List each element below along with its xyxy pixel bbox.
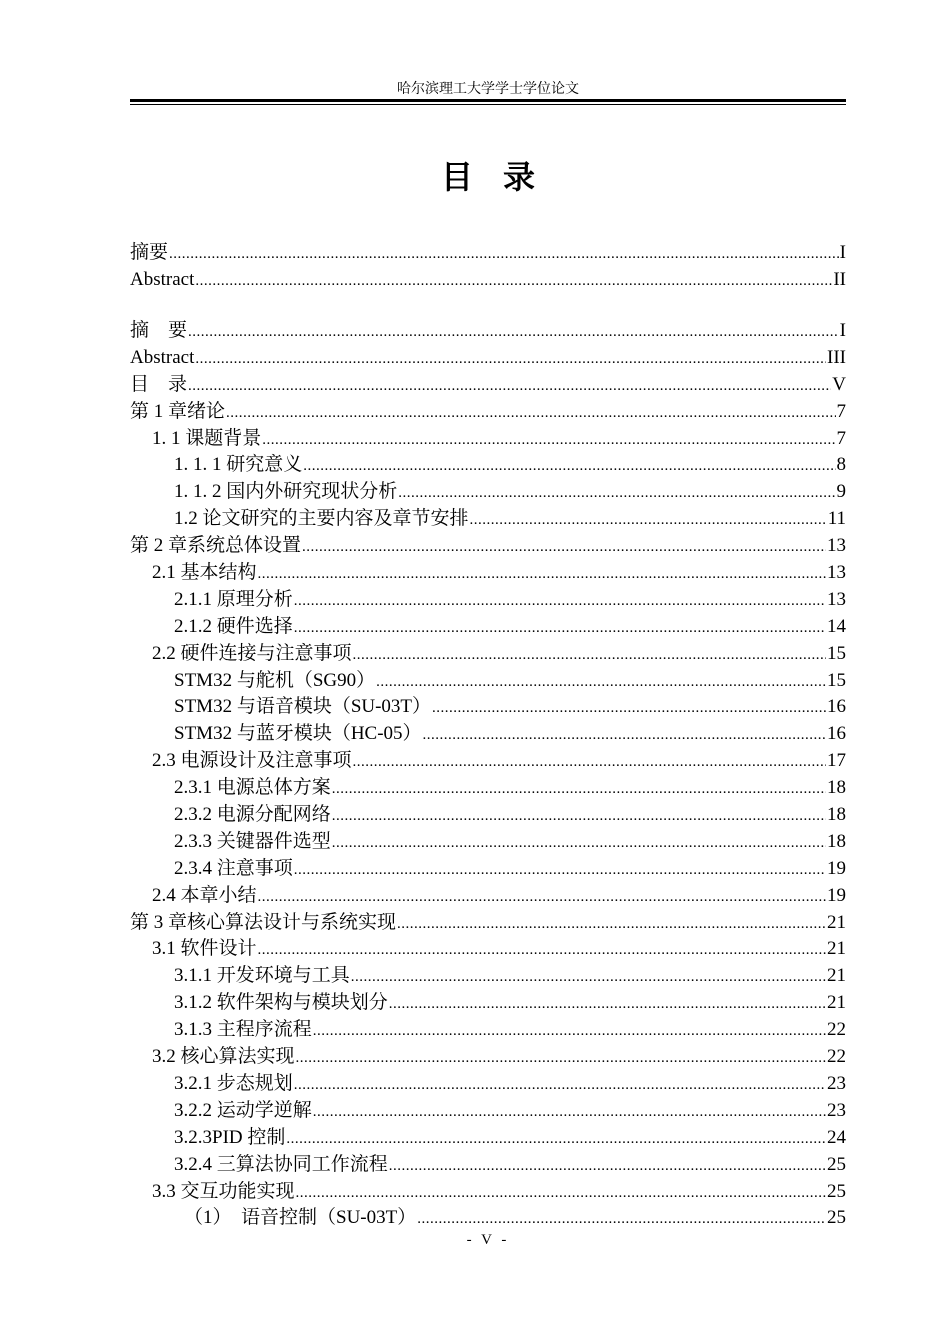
toc-leader-dots [294, 614, 826, 642]
toc-entry-page: 19 [827, 884, 846, 906]
toc-entry-page: 14 [827, 615, 846, 637]
toc-entry-page: 25 [827, 1180, 846, 1202]
toc-entry-page: 15 [827, 642, 846, 664]
toc-entry-page: 21 [827, 938, 846, 960]
toc-entry-title: 第 2 章系统总体设置 [130, 535, 302, 557]
toc-entry[interactable] [130, 1205, 846, 1232]
toc-entry[interactable] [130, 748, 846, 775]
toc-entry-title: 2.3.3 关键器件选型 [174, 830, 331, 852]
toc-leader-dots [398, 479, 835, 507]
toc-entry-title: 3.1.1 开发环境与工具 [174, 965, 350, 987]
toc-entry[interactable] [130, 614, 846, 641]
toc-entry[interactable] [130, 910, 846, 937]
toc-entry[interactable] [130, 936, 846, 963]
toc-entry[interactable] [130, 1044, 846, 1071]
toc-entry-title: 2.1 基本结构 [152, 562, 257, 584]
toc-leader-dots [432, 694, 826, 722]
toc-entry-page: I [839, 242, 846, 263]
toc-entry-page: 11 [827, 508, 846, 530]
toc-entry-title: Abstract [130, 268, 195, 290]
toc-entry-page: 23 [827, 1072, 846, 1094]
toc-leader-dots [332, 802, 826, 830]
toc-entry-title: 3.2 核心算法实现 [152, 1046, 295, 1068]
toc-entry-title: 2.3.2 电源分配网络 [174, 804, 331, 826]
toc-entry[interactable] [130, 1152, 846, 1179]
toc-entry[interactable] [130, 1125, 846, 1152]
toc-entry-title: 2.3 电源设计及注意事项 [152, 750, 352, 772]
running-header: 哈尔滨理工大学学士学位论文 [397, 82, 579, 97]
toc-leader-dots [351, 963, 826, 991]
toc-entry-title: 第 3 章核心算法设计与系统实现 [130, 911, 397, 933]
toc-entry-page: 15 [827, 669, 846, 691]
toc-entry-page: 24 [827, 1126, 846, 1148]
toc-entry[interactable] [130, 560, 846, 587]
toc-leader-dots [296, 1179, 826, 1207]
toc-entry-title: 3.2.3PID 控制 [174, 1126, 286, 1148]
toc-entry-title: 3.2.4 三算法协同工作流程 [174, 1153, 388, 1175]
toc-entry-page: 21 [827, 911, 846, 933]
toc-leader-dots [389, 990, 826, 1018]
toc-entry-title: 1. 1 课题背景 [152, 427, 262, 449]
toc-leader-dots [332, 829, 826, 857]
toc-entry-page: 18 [827, 777, 846, 799]
toc-entry[interactable] [130, 721, 846, 748]
toc-entry-title: 3.1.3 主程序流程 [174, 1019, 312, 1041]
toc-entry-page: 18 [827, 830, 846, 852]
toc-entry-title: 1. 1. 1 研究意义 [174, 454, 303, 476]
toc-entry-page: 13 [827, 562, 846, 584]
toc-entry-title: 第 1 章绪论 [130, 400, 226, 422]
toc-entry[interactable] [130, 240, 846, 267]
toc-entry-page: 8 [836, 454, 846, 476]
toc-leader-dots [313, 1017, 826, 1045]
toc-entry-title: 1. 1. 2 国内外研究现状分析 [174, 481, 398, 503]
toc-entry-title: 3.1 软件设计 [152, 938, 257, 960]
toc-entry-title: 2.4 本章小结 [152, 884, 257, 906]
toc-leader-dots [294, 587, 826, 615]
toc-entry-page: 22 [827, 1046, 846, 1068]
toc-entry-title: 2.1.1 原理分析 [174, 588, 293, 610]
toc-leader-dots [188, 372, 831, 400]
toc-entry[interactable] [130, 990, 846, 1017]
toc-leader-dots [294, 856, 826, 884]
toc-entry-page: III [827, 346, 846, 368]
toc-entry-title: 2.2 硬件连接与注意事项 [152, 642, 352, 664]
toc-entry-page: 7 [836, 400, 846, 422]
toc-entry-page: 23 [827, 1099, 846, 1121]
toc-block-1 [130, 240, 846, 294]
toc-entry-page: II [833, 268, 846, 290]
toc-entry[interactable] [130, 1179, 846, 1206]
toc-entry-page: 9 [836, 481, 846, 503]
toc-entry-title: STM32 与语音模块（SU-03T） [174, 696, 432, 718]
toc-entry-page: 18 [827, 804, 846, 826]
toc-leader-dots [286, 1125, 826, 1153]
toc-leader-dots [376, 668, 826, 696]
toc-entry-page: 22 [827, 1019, 846, 1041]
page-title: 目录 [440, 158, 565, 196]
toc-leader-dots [188, 318, 839, 346]
toc-leader-dots [302, 533, 826, 561]
toc-entry-page: 7 [836, 427, 846, 449]
header-rule-thick [130, 99, 846, 102]
toc-leader-dots [226, 399, 835, 427]
toc-leader-dots [353, 641, 826, 669]
toc-leader-dots [389, 1152, 826, 1180]
toc-entry-title: STM32 与蓝牙模块（HC-05） [174, 723, 422, 745]
toc-entry[interactable] [130, 479, 846, 506]
toc-entry-page: 17 [827, 750, 846, 772]
toc-leader-dots [195, 345, 826, 373]
toc-leader-dots [258, 883, 826, 911]
toc-entry[interactable] [130, 318, 846, 345]
toc-leader-dots [258, 936, 826, 964]
header-rule-thin [130, 104, 846, 105]
toc-entry-title: 摘 要 [130, 320, 188, 341]
toc-entry[interactable] [130, 452, 846, 479]
toc-entry-title: 2.1.2 硬件选择 [174, 615, 293, 637]
toc-entry[interactable] [130, 829, 846, 856]
toc-entry-title: 3.1.2 软件架构与模块划分 [174, 992, 388, 1014]
toc-entry-title: 1.2 论文研究的主要内容及章节安排 [174, 508, 469, 530]
toc-entry[interactable] [130, 533, 846, 560]
toc-entry[interactable] [130, 267, 846, 294]
toc-entry-title: STM32 与舵机（SG90） [174, 669, 376, 691]
toc-entry-page: I [839, 320, 846, 341]
toc-leader-dots [258, 560, 826, 588]
toc-entry-page: 16 [827, 696, 846, 718]
toc-entry[interactable] [130, 883, 846, 910]
toc-leader-dots [470, 506, 827, 534]
toc-entry[interactable] [130, 641, 846, 668]
toc-entry[interactable] [130, 802, 846, 829]
toc-entry-page: 13 [827, 535, 846, 557]
toc-leader-dots [313, 1098, 826, 1126]
toc-entry-title: Abstract [130, 346, 195, 368]
toc-entry[interactable] [130, 1071, 846, 1098]
toc-entry-page: 21 [827, 965, 846, 987]
toc-entry-page: 25 [827, 1207, 846, 1229]
toc-entry-page: 25 [827, 1153, 846, 1175]
toc-entry[interactable] [130, 963, 846, 990]
toc-entry-title: 3.2.1 步态规划 [174, 1072, 293, 1094]
toc-entry-page: 16 [827, 723, 846, 745]
toc-entry[interactable] [130, 1017, 846, 1044]
toc-entry[interactable] [130, 426, 846, 453]
toc-entry-title: （1） 语音控制（SU-03T） [184, 1207, 417, 1229]
toc-entry-page: V [832, 373, 846, 395]
toc-entry[interactable] [130, 775, 846, 802]
toc-entry-page: 21 [827, 992, 846, 1014]
toc-entry[interactable] [130, 506, 846, 533]
toc-entry-page: 19 [827, 857, 846, 879]
toc-entry-title: 3.2.2 运动学逆解 [174, 1099, 312, 1121]
toc-entry-page: 13 [827, 588, 846, 610]
toc-entry[interactable] [130, 587, 846, 614]
toc-leader-dots [397, 910, 826, 938]
toc-leader-dots [303, 452, 835, 480]
toc-entry[interactable] [130, 856, 846, 883]
toc-entry-title: 2.3.1 电源总体方案 [174, 777, 331, 799]
toc-entry-title: 目 录 [130, 373, 188, 395]
toc-leader-dots [417, 1205, 826, 1233]
toc-entry[interactable] [130, 399, 846, 426]
toc-block-2 [130, 318, 846, 1232]
toc-leader-dots [296, 1044, 826, 1072]
toc-leader-dots [195, 267, 832, 295]
toc-entry[interactable] [130, 1098, 846, 1125]
toc-leader-dots [169, 240, 839, 268]
toc-leader-dots [423, 721, 826, 749]
toc-leader-dots [294, 1071, 826, 1099]
toc-entry[interactable] [130, 345, 846, 372]
toc-entry-title: 3.3 交互功能实现 [152, 1180, 295, 1202]
toc-leader-dots [262, 426, 835, 454]
toc-leader-dots [353, 748, 826, 776]
toc-entry[interactable] [130, 372, 846, 399]
toc-entry-title: 2.3.4 注意事项 [174, 857, 293, 879]
toc-entry[interactable] [130, 668, 846, 695]
toc-leader-dots [332, 775, 826, 803]
page-number-footer: - V - [466, 1232, 510, 1248]
toc-entry-title: 摘要 [130, 242, 169, 263]
toc-entry[interactable] [130, 694, 846, 721]
